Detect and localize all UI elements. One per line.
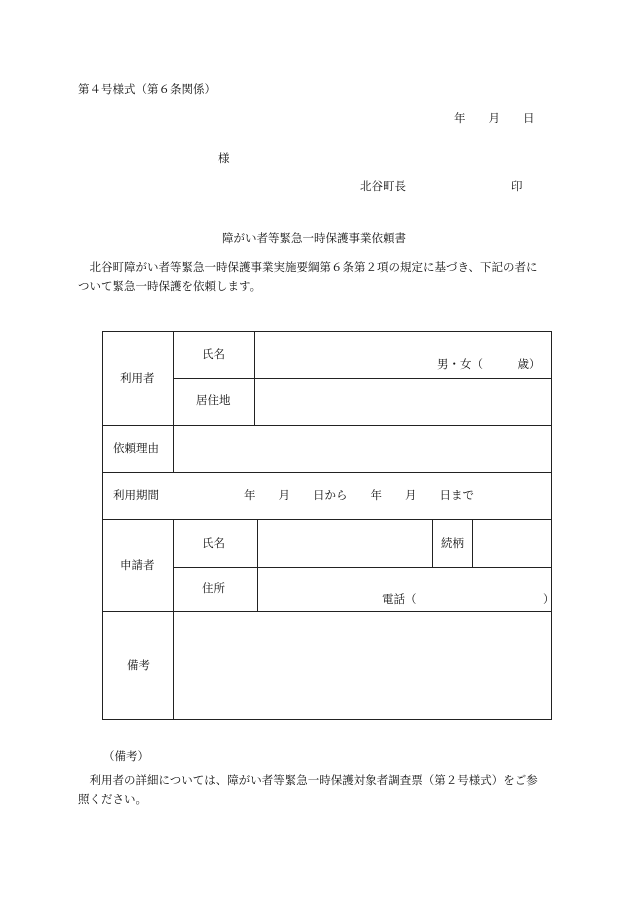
intro-text: 北谷町障がい者等緊急一時保護事業実施要綱第６条第２項の規定に基づき、下記の者について緊急一時保護を依頼します。 — [78, 260, 538, 293]
period-field[interactable]: 年 月 日から 年 月 日まで — [244, 488, 474, 502]
phone-field[interactable]: 電話（ ） — [382, 592, 555, 606]
applicant-name-label: 氏名 — [202, 536, 225, 550]
residence-label: 居住地 — [196, 393, 231, 407]
applicant-address-label: 住所 — [202, 581, 225, 595]
gender-age-field[interactable]: 男・女（ 歳） — [437, 357, 541, 371]
addressee-suffix: 様 — [218, 151, 230, 165]
remarks-label: 備考 — [127, 658, 150, 672]
relationship-label: 続柄 — [441, 536, 464, 550]
user-name-label: 氏名 — [202, 347, 225, 361]
seal: 印 — [511, 179, 523, 193]
page-title: 障がい者等緊急一時保護事業依頼書 — [222, 231, 406, 245]
issuer: 北谷町長 — [360, 179, 406, 193]
reason-label: 依頼理由 — [113, 441, 159, 455]
user-label: 利用者 — [120, 371, 155, 385]
date-line: 年 月 日 — [454, 111, 535, 125]
note-text: 利用者の詳細については、障がい者等緊急一時保護対象者調査票（第２号様式）をご参照ください。 — [78, 773, 538, 806]
form-number: 第４号様式（第６条関係） — [78, 82, 216, 96]
period-label: 利用期間 — [113, 488, 159, 502]
note-heading: （備考） — [103, 749, 149, 763]
applicant-label: 申請者 — [120, 558, 155, 572]
